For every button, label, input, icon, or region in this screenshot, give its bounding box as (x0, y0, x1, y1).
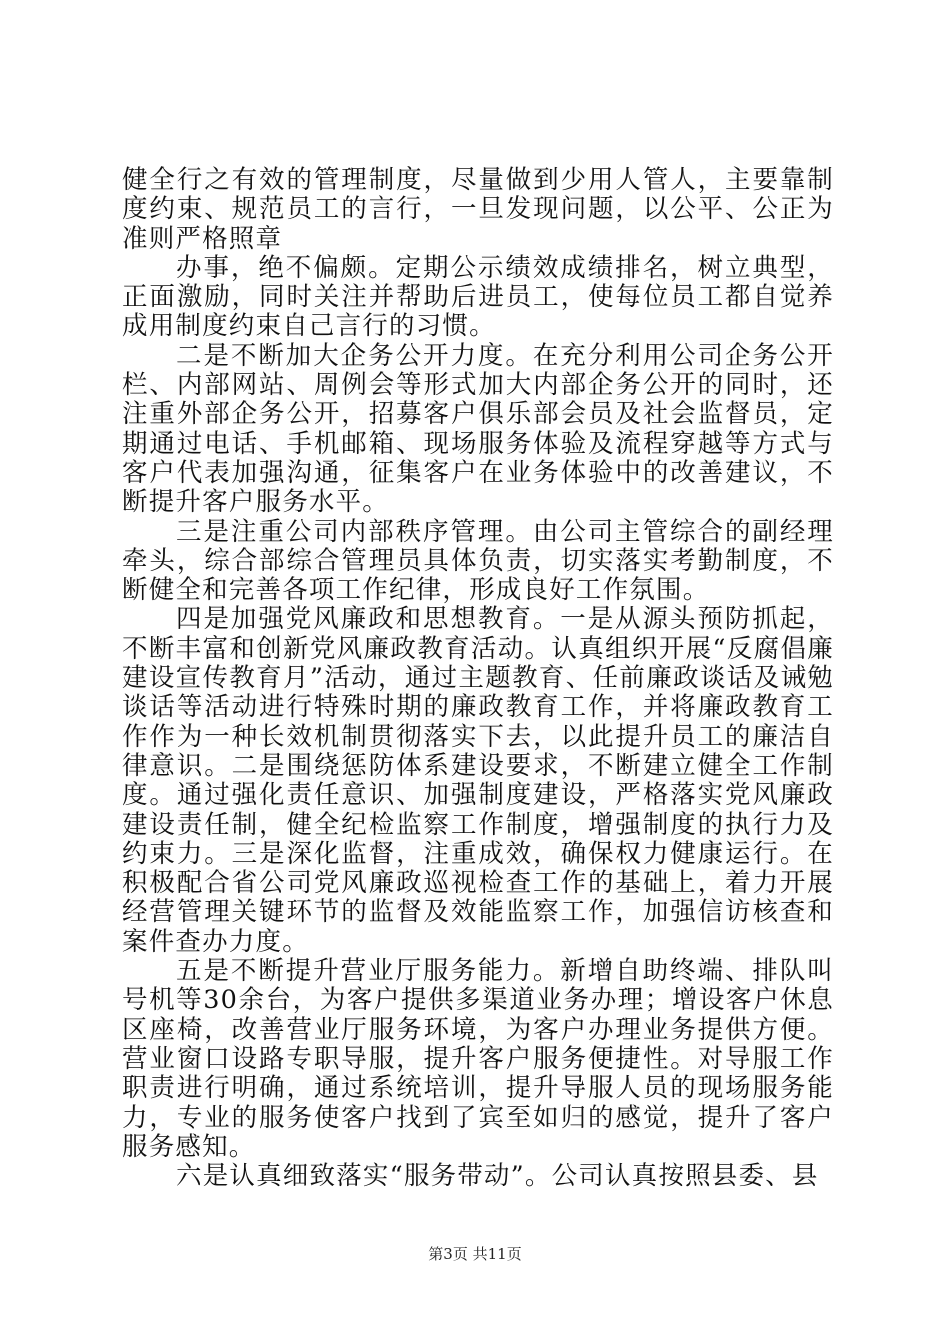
body-text (122, 166, 834, 1191)
paragraph: 办事，绝不偏颇。定期公示绩效成绩排名，树立典型，正面激励，同时关注并帮助后进员工，使每位员工都自觉养成用制度约束自己言行的习惯。 (122, 252, 834, 342)
paragraph: 四是加强党风廉政和思想教育。一是从源头预防抓起，不断丰富和创新党风廉政教育活动。认真组织开展“反腐倡廉建设宣传教育月”活动，通过主题教育、任前廉政谈话及诫勉谈话等活动进行特殊时期的廉政教育工作，并将廉政教育工作作为一种长效机制贯彻落实下去，以此提升员工的廉洁自律意识。二是围绕惩防体系建设要求，不断建立健全工作制度。通过强化责任意识、加强制度建设，严格落实党风廉政建设责任制，健全纪检监察工作制度，增强制度的执行力及约束力。三是深化监督，注重成效，确保权力健康运行。在积极配合省公司党风廉政巡视检查工作的基础上，着力开展经营管理关键环节的监督及效能监察工作，加强信访核查和案件查办力度。 (122, 604, 834, 957)
paragraph: 五是不断提升营业厅服务能力。新增自助终端、排队叫号机等30余台，为客户提供多渠道业务办理；增设客户休息区座椅，改善营业厅服务环境，为客户办理业务提供方便。营业窗口设路专职导服，提升客户服务便捷性。对导服工作职责进行明确，通过系统培训，提升导服人员的现场服务能力，专业的服务使客户找到了宾至如归的感觉，提升了客户服务感知。 (122, 956, 834, 1162)
page-number-footer: 第3页 共11页 (428, 1245, 522, 1263)
paragraph: 六是认真细致落实“服务带动”。公司认真按照县委、县 (176, 1161, 819, 1192)
paragraph: 二是不断加大企务公开力度。在充分利用公司企务公开栏、内部网站、周例会等形式加大内部企务公开的同时，还注重外部企务公开，招募客户俱乐部会员及社会监督员，定期通过电话、手机邮箱、现场服务体验及流程穿越等方式与客户代表加强沟通，征集客户在业务体验中的改善建议，不断提升客户服务水平。 (122, 340, 834, 518)
paragraph: 健全行之有效的管理制度，尽量做到少用人管人，主要靠制度约束、规范员工的言行，一旦发现问题，以公平、公正为准则严格照章 (122, 165, 834, 254)
paragraph: 三是注重公司内部秩序管理。由公司主管综合的副经理牵头，综合部综合管理员具体负责，切实落实考勤制度，不断健全和完善各项工作纪律，形成良好工作氛围。 (122, 516, 834, 606)
